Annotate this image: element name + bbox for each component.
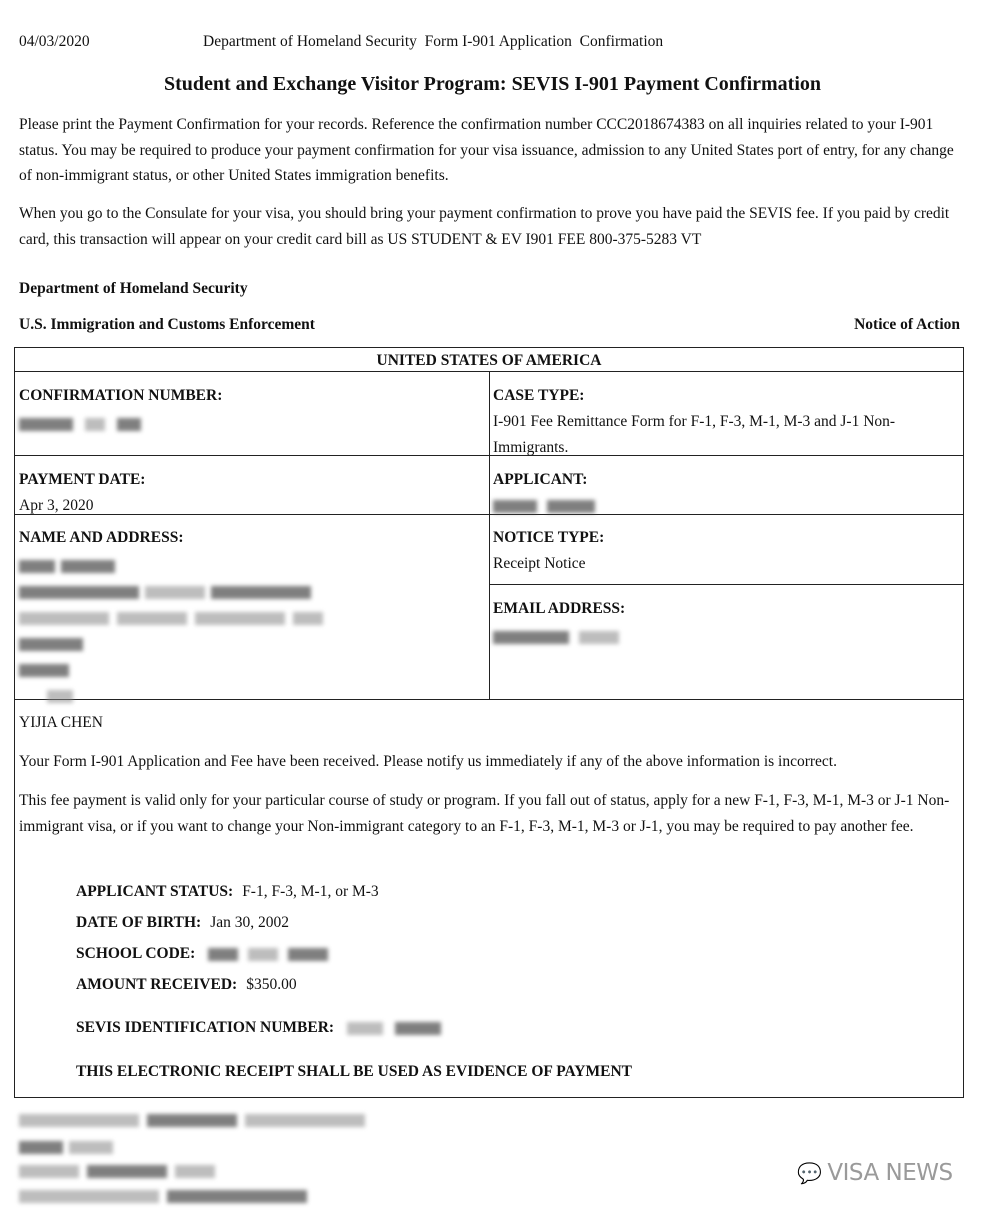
applicant-redacted xyxy=(493,493,595,519)
amount-value: $350.00 xyxy=(246,976,297,993)
amount-label: AMOUNT RECEIVED: xyxy=(76,976,238,993)
school-code-redacted xyxy=(208,945,328,962)
confirmation-number-label: CONFIRMATION NUMBER: xyxy=(19,387,223,404)
email-cell xyxy=(493,596,625,650)
notice-type-label: NOTICE TYPE: xyxy=(493,529,605,546)
confirmation-number-redacted xyxy=(19,409,222,437)
footer-redacted-line xyxy=(19,1111,365,1129)
print-notice-paragraph: Please print the Payment Confirmation for your records. Reference the confirmation number CCC2018674383 on all inquiries related to your I-901 status. You may be required to produce your payment confirmation for your visa issuance, admission to any United States port of entry, for any change of non-immigrant status, or other United States immigration benefits. xyxy=(19,116,954,184)
footer-redacted-line xyxy=(19,1138,113,1156)
name-address-cell xyxy=(19,525,323,709)
wechat-icon: 💬 xyxy=(797,1161,822,1185)
applicant-status-field xyxy=(76,883,379,901)
confirmation-number-cell xyxy=(19,383,222,437)
box-title: UNITED STATES OF AMERICA xyxy=(376,352,602,369)
org-name: Department of Homeland Security xyxy=(19,280,248,297)
name-address-redacted xyxy=(19,551,323,709)
applicant-status-label: APPLICANT STATUS: xyxy=(76,883,234,900)
case-type-label: CASE TYPE: xyxy=(493,387,585,404)
watermark-text: VISA NEWS xyxy=(827,1160,953,1186)
applicant-name: YIJIA CHEN xyxy=(19,714,103,731)
divider xyxy=(489,584,963,585)
payment-date-value: Apr 3, 2020 xyxy=(19,497,94,514)
print-date: 04/03/2020 xyxy=(19,33,90,50)
case-type-cell xyxy=(493,383,958,461)
school-code-field xyxy=(76,945,328,963)
payment-date-label: PAYMENT DATE: xyxy=(19,471,146,488)
dob-label: DATE OF BIRTH: xyxy=(76,914,202,931)
validity-text: This fee payment is valid only for your particular course of study or program. If you fall out of status, apply for a new F-1, F-3, M-1, M-3 or J-1 Non-immigrant visa, or if you want to change your Non-immigrant category to an F-1, F-3, M-1, M-3 or J-1, you may be required to pay another fee. xyxy=(19,792,950,835)
payment-date-cell xyxy=(19,467,145,519)
received-text: Your Form I-901 Application and Fee have been received. Please notify us immediately if any of the above information is incorrect. xyxy=(19,753,837,770)
dob-value: Jan 30, 2002 xyxy=(210,914,289,931)
consulate-notice-paragraph: When you go to the Consulate for your visa, you should bring your payment confirmation to prove you have paid the SEVIS fee. If you paid by credit card, this transaction will appear on your credit card bill as US STUDENT & EV I901 FEE 800-375-5283 VT xyxy=(19,205,950,248)
sevis-id-redacted xyxy=(347,1019,441,1036)
dob-field xyxy=(76,914,289,932)
name-address-label: NAME AND ADDRESS: xyxy=(19,529,184,546)
sevis-id-label: SEVIS IDENTIFICATION NUMBER: xyxy=(76,1019,335,1036)
applicant-status-value: F-1, F-3, M-1, or M-3 xyxy=(242,883,379,900)
email-redacted xyxy=(493,622,625,650)
case-type-value: I-901 Fee Remittance Form for F-1, F-3, M-1, M-3 and J-1 Non-Immigrants. xyxy=(493,413,896,456)
sevis-id-field xyxy=(76,1019,441,1037)
notice-type-value: Receipt Notice xyxy=(493,555,586,572)
school-code-label: SCHOOL CODE: xyxy=(76,945,196,962)
visa-news-watermark xyxy=(797,1160,953,1186)
page-title: Student and Exchange Visitor Program: SEVIS I-901 Payment Confirmation xyxy=(163,73,822,95)
notice-type-cell xyxy=(493,525,604,577)
applicant-label: APPLICANT: xyxy=(493,471,588,488)
email-label: EMAIL ADDRESS: xyxy=(493,600,626,617)
column-divider xyxy=(489,371,490,699)
agency-name: U.S. Immigration and Customs Enforcement xyxy=(19,316,315,333)
evidence-notice: THIS ELECTRONIC RECEIPT SHALL BE USED AS EVIDENCE OF PAYMENT xyxy=(76,1063,632,1080)
notice-box xyxy=(14,347,964,1098)
notice-of-action-label: Notice of Action xyxy=(854,316,960,333)
footer-redacted-line xyxy=(19,1162,215,1180)
amount-field xyxy=(76,976,297,994)
header-title: Department of Homeland Security Form I-901 Application Confirmation xyxy=(203,33,664,50)
footer-redacted-line xyxy=(19,1187,307,1205)
applicant-cell xyxy=(493,467,595,519)
